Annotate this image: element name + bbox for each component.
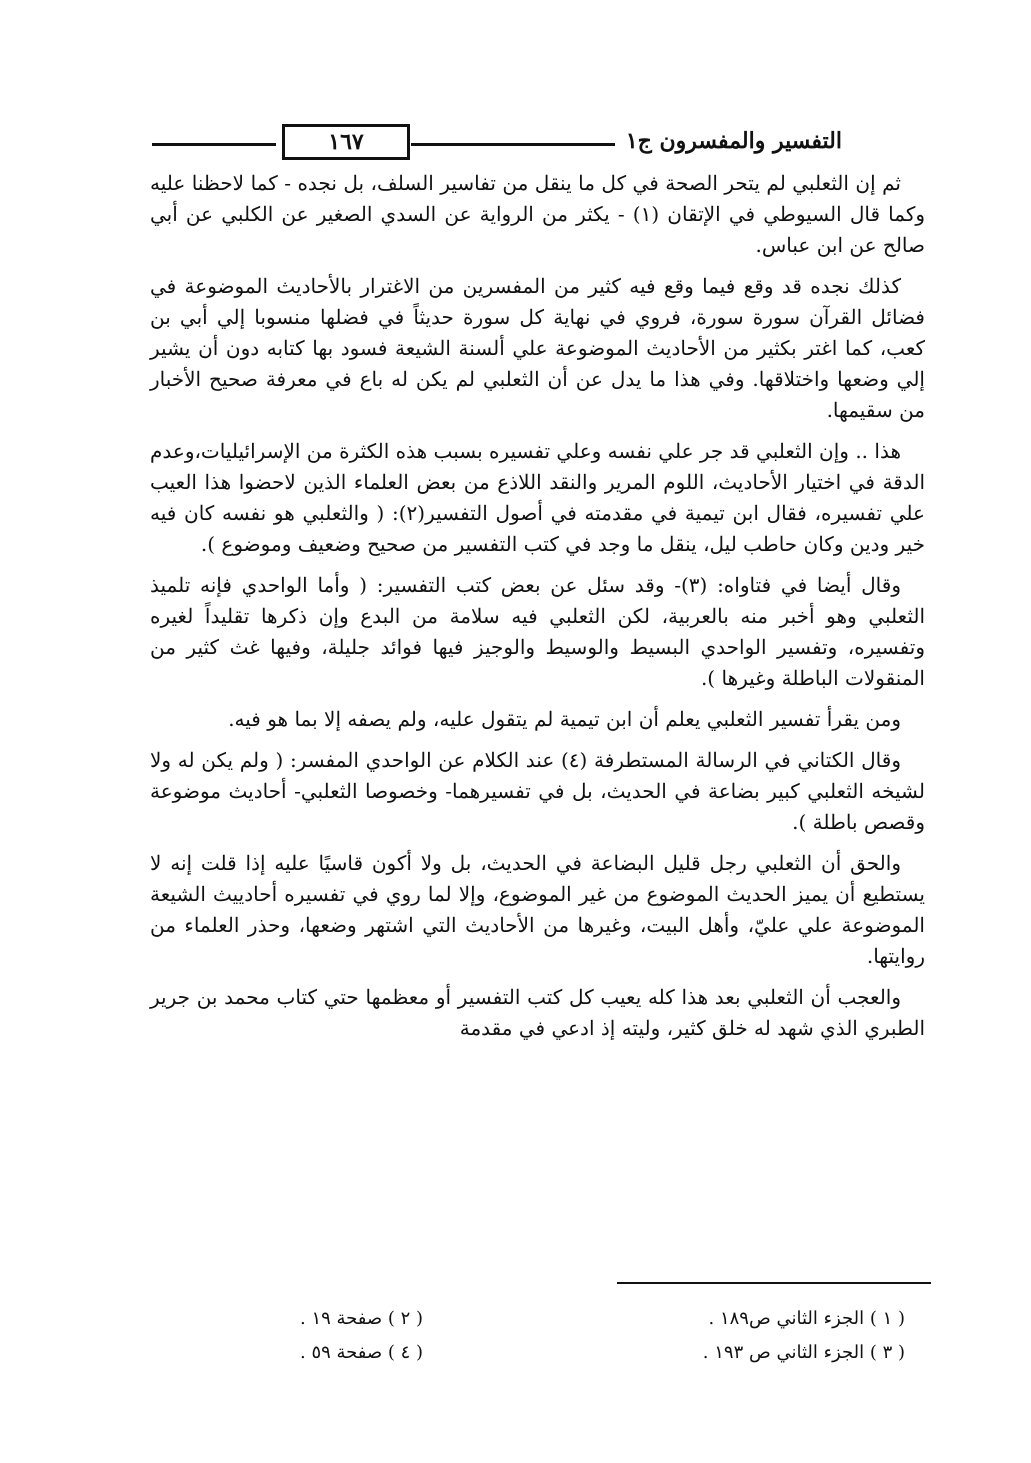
footnotes [300, 1304, 905, 1372]
paragraph: ثم إن الثعلبي لم يتحر الصحة في كل ما ينقل من تفاسير السلف، بل نجده - كما لاحظنا عليه وكما قال السيوطي في الإتقان (١) - يكثر من الرواية عن السدي الصغير عن الكلبي عن أبي صالح عن ابن عباس. [150, 171, 926, 257]
paragraph: وقال أيضا في فتاواه: (٣)- وقد سئل عن بعض كتب التفسير: ( وأما الواحدي فإنه تلميذ الثعلبي وهو أخبر منه بالعربية، لكن الثعلبي فيه سلامة من البدع وإن ذكرها تقليداً لغيره وتفسيره، وتفسير الواحدي البسيط والوسيط والوجيز فيها فوائد جليلة، وفيها غث كثير من المنقولات الباطلة وغيرها ). [150, 573, 925, 690]
footnote: ( ٣ ) الجزء الثاني ص ١٩٣ . [702, 1342, 905, 1363]
footnote-row [300, 1338, 905, 1372]
footnote: ( ٢ ) صفحة ١٩ . [300, 1308, 424, 1329]
header-rule [152, 143, 276, 146]
footnote-row [300, 1304, 905, 1338]
paragraph: هذا .. وإن الثعلبي قد جر علي نفسه وعلي تفسيره بسبب هذه الكثرة من الإسرائيليات،وعدم الدقة في اختيار الأحاديث، اللوم المرير والنقد اللاذع من بعض العلماء الذين لاحضوا هذا العيب علي تفسيره، فقال ابن تيمية في مقدمته في أصول التفسير(٢): ( والثعلبي هو نفسه كان فيه خير ودين وكان حاطب ليل، ينقل ما وجد في كتب التفسير من صحيح وضعيف وموضوع ). [150, 439, 925, 556]
paragraph: والعجب أن الثعلبي بعد هذا كله يعيب كل كتب التفسير أو معظمها حتي كتاب محمد بن جرير الطبري الذي شهد له خلق كثير، وليته إذ ادعي في مقدمة [150, 985, 925, 1040]
footnote: ( ٤ ) صفحة ٥٩ . [300, 1342, 424, 1363]
running-title: التفسير والمفسرون ج١ [625, 128, 842, 154]
page-header [150, 122, 842, 162]
paragraph: وقال الكتاني في الرسالة المستطرفة (٤) عند الكلام عن الواحدي المفسر: ( ولم يكن له ولا لشيخه الثعلبي كبير بضاعة في الحديث، بل في تفسيرهما- وخصوصا الثعلبي- أحاديث موضوعة وقصص باطلة ). [150, 748, 925, 834]
header-rule [411, 143, 615, 146]
footnote-separator [617, 1282, 931, 1284]
paragraph: كذلك نجده قد وقع فيما وقع فيه كثير من المفسرين من الاغترار بالأحاديث الموضوعة في فضائل القرآن سورة سورة، فروي في نهاية كل سورة حديثاً في فضلها منسوبا إلي أبي بن كعب، كما اغتر بكثير من الأحاديث الموضوعة علي ألسنة الشيعة فسود بها كتابه دون أن يشير إلي وضعها واختلاقها. وفي هذا ما يدل عن أن الثعلبي لم يكن له باع في معرفة صحيح الأخبار من سقيمها. [150, 274, 925, 422]
footnote: ( ١ ) الجزء الثاني ص١٨٩ . [708, 1308, 905, 1329]
paragraph: ومن يقرأ تفسير الثعلبي يعلم أن ابن تيمية لم يتقول عليه، ولم يصفه إلا بما هو فيه. [228, 707, 901, 731]
page-number: ١٦٧ [282, 124, 410, 160]
paragraph: والحق أن الثعلبي رجل قليل البضاعة في الحديث، بل ولا أكون قاسيًا عليه إذا قلت إنه لا يستطيع أن يميز الحديث الموضوع من غير الموضوع، وإلا لما روي في تفسيره أحادييث الشيعة الموضوعة علي عليّ، وأهل البيت، وغيرها من الأحاديث التي اشتهر وضعها، وحذر العلماء من روايتها. [150, 851, 926, 968]
body-text [150, 168, 925, 1054]
